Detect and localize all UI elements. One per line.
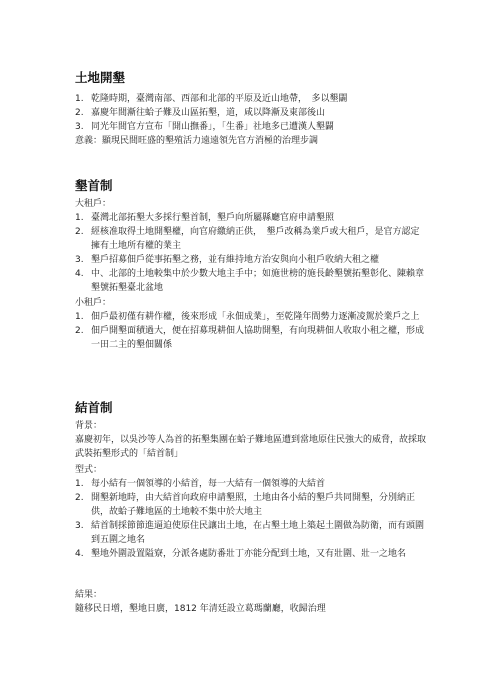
section-title-land-reclamation: 土地開墾 (75, 70, 126, 85)
list-item: 1. 每小結有一個領導的小結首，每一大結有一個領導的大結首 (75, 479, 326, 489)
land-reclamation-list (75, 92, 427, 134)
list-item: 1. 佃戶最初僅有耕作權，後來形成「永佃成業」，至乾隆年間勢力逐漸凌駕於業戶之上 (75, 312, 420, 322)
list-item: 1. 臺灣北部拓墾大多採行墾首制，墾戶向所屬縣廳官府申請墾照 (75, 213, 335, 223)
form-label: 型式： (75, 465, 103, 475)
list-item: 2. 開墾新地時，由大結首向政府申請墾照，土地由各小結的墾戶共同開墾，分別納正供，故蛤子難地區的土地較不集中於大地主 (75, 493, 416, 517)
result-label: 結果： (75, 590, 103, 600)
list-item: 3. 同光年間官方宣布「開山撫番」，「生番」社地多已遭漢人墾闢 (75, 122, 335, 132)
form-list (75, 477, 427, 561)
background-text: 嘉慶初年，以吳沙等人為首的拓墾集團在蛤子難地區遭到當地原住民強大的威脅，故採取武裝拓墾形式的「結首制」 (75, 435, 427, 459)
list-item: 2. 經核准取得土地開墾權，向官府繳納正供， 墾戶改稱為業戶或大租戶，是官方認定擁有土地所有權的業主 (75, 227, 420, 251)
small-rent-list (75, 310, 427, 352)
list-item: 4. 中、北部的土地較集中於少數大地主手中；如施世榜的施長齡墾號拓墾彰化、陳賴章墾號拓墾臺北盆地 (75, 269, 425, 293)
big-rent-list (75, 211, 427, 295)
section-title-jieshou-system: 結首制 (75, 400, 113, 415)
list-item: 2. 嘉慶年間漸往蛤子難及山區拓墾，道，咸以降漸及東部後山 (75, 108, 326, 118)
section-title-kenshou-system: 墾首制 (75, 178, 113, 193)
list-item: 2. 佃戶開墾面積過大，便在招募現耕佃人協助開墾，有向現耕佃人收取小租之權，形成一田二主的墾佃關係 (75, 326, 425, 350)
list-item: 1. 乾隆時期，臺灣南部、西部和北部的平原及近山地帶， 多以墾闢 (75, 94, 348, 104)
list-item: 3. 結首制採節節進逼迫使原住民讓出土地，在占墾土地上築起土圍做為防衛，而有頭圍到五圍之地名 (75, 521, 425, 545)
list-item: 4. 墾地外圍設置隘寮，分派各處防番壯丁亦能分配到土地，又有壯圍、壯一之地名 (75, 549, 407, 559)
big-rent-label: 大租戶： (75, 199, 112, 209)
result-text: 隨移民日增，墾地日廣，1812 年清廷設立葛瑪蘭廳，收歸治理 (75, 604, 326, 614)
background-label: 背景： (75, 421, 103, 431)
land-reclamation-significance: 意義：顯現民間旺盛的墾殖活力遠遠領先官方消極的治理步調 (75, 136, 319, 146)
list-item: 3. 墾戶招募佃戶從事拓墾之務，並有維持地方治安與向小租戶收納大租之權 (75, 255, 380, 265)
small-rent-label: 小租戶： (75, 298, 112, 308)
